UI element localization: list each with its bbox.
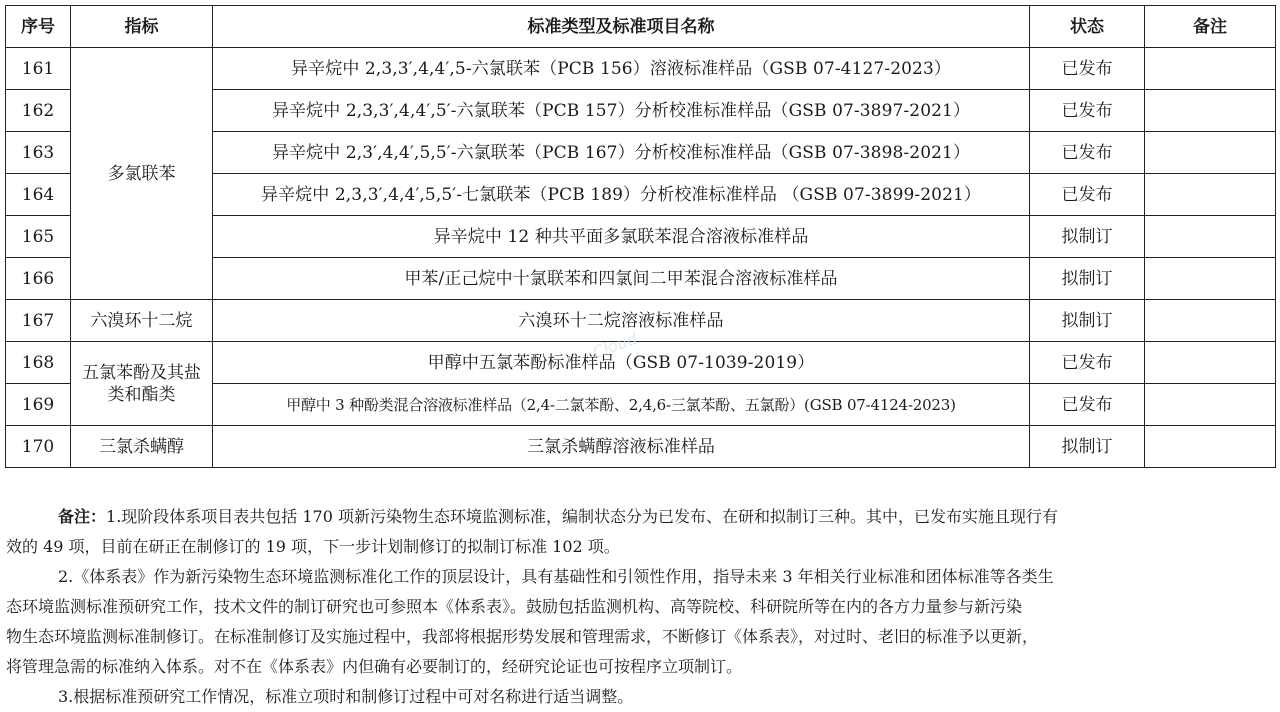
row-no: 162 <box>6 90 71 132</box>
row-remark <box>1145 258 1276 300</box>
note-1-line-2: 效的 49 项，目前在研正在制修订的 19 项，下一步计划制修订的拟制订标准 102 项。 <box>6 537 620 556</box>
note-2-line-1: 2.《体系表》作为新污染物生态环境监测标准化工作的顶层设计，具有基础性和引领性作用，指导未来 3 年相关行业标准和团体标准等各类生 <box>58 567 1054 586</box>
row-status: 已发布 <box>1030 48 1145 90</box>
row-status: 拟制订 <box>1030 426 1145 468</box>
row-standard-name: 异辛烷中 2,3,3′,4,4′,5,5′-七氯联苯（PCB 189）分析校准标准样品 （GSB 07-3899-2021） <box>213 174 1030 216</box>
row-standard-name: 异辛烷中 2,3,3′,4,4′,5-六氯联苯（PCB 156）溶液标准样品（GSB 07-4127-2023） <box>213 48 1030 90</box>
row-remark <box>1145 132 1276 174</box>
notes-label: 备注： <box>58 507 107 526</box>
row-status: 已发布 <box>1030 132 1145 174</box>
note-2-line-4: 将管理急需的标准纳入体系。对不在《体系表》内但确有必要制订的，经研究论证也可按程序立项制订。 <box>6 657 743 676</box>
header-remark: 备注 <box>1145 6 1276 48</box>
watermark: Cloud <box>590 328 640 363</box>
category-cell: 五氯苯酚及其盐类和酯类 <box>71 342 213 426</box>
row-standard-name: 异辛烷中 12 种共平面多氯联苯混合溶液标准样品 <box>213 216 1030 258</box>
row-remark <box>1145 426 1276 468</box>
row-status: 已发布 <box>1030 342 1145 384</box>
row-no: 168 <box>6 342 71 384</box>
row-remark <box>1145 48 1276 90</box>
row-no: 170 <box>6 426 71 468</box>
row-no: 161 <box>6 48 71 90</box>
note-1-line-1: 1.现阶段体系项目表共包括 170 项新污染物生态环境监测标准，编制状态分为已发布、在研和拟制订三种。其中，已发布实施且现行有 <box>106 507 1058 526</box>
row-remark <box>1145 384 1276 426</box>
row-no: 165 <box>6 216 71 258</box>
note-2-line-2: 态环境监测标准预研究工作，技术文件的制订研究也可参照本《体系表》。鼓励包括监测机构、高等院校、科研院所等在内的各方力量参与新污染 <box>6 597 1023 616</box>
row-status: 拟制订 <box>1030 258 1145 300</box>
row-status: 已发布 <box>1030 174 1145 216</box>
row-status: 拟制订 <box>1030 216 1145 258</box>
note-1 <box>32 502 1254 532</box>
row-standard-name: 三氯杀螨醇溶液标准样品 <box>213 426 1030 468</box>
row-no: 163 <box>6 132 71 174</box>
row-status: 已发布 <box>1030 384 1145 426</box>
header-no: 序号 <box>6 6 71 48</box>
row-standard-name: 异辛烷中 2,3′,4,4′,5,5′-六氯联苯（PCB 167）分析校准标准样品（GSB 07-3898-2021） <box>213 132 1030 174</box>
row-standard-name: 甲醇中 3 种酚类混合溶液标准样品（2,4-二氯苯酚、2,4,6-三氯苯酚、五氯酚）(GSB 07-4124-2023) <box>213 384 1030 426</box>
table-header-row <box>6 6 1276 48</box>
row-standard-name: 甲苯/正己烷中十氯联苯和四氯间二甲苯混合溶液标准样品 <box>213 258 1030 300</box>
row-standard-name: 甲醇中五氯苯酚标准样品（GSB 07-1039-2019） <box>213 342 1030 384</box>
row-remark <box>1145 216 1276 258</box>
table-row <box>6 426 1276 468</box>
category-cell: 多氯联苯 <box>71 48 213 300</box>
header-status: 状态 <box>1030 6 1145 48</box>
row-remark <box>1145 300 1276 342</box>
category-cell: 三氯杀螨醇 <box>71 426 213 468</box>
row-no: 166 <box>6 258 71 300</box>
row-standard-name: 六溴环十二烷溶液标准样品 <box>213 300 1030 342</box>
row-no: 164 <box>6 174 71 216</box>
header-indicator: 指标 <box>71 6 213 48</box>
table-row <box>6 48 1276 90</box>
note-2-line-3: 物生态环境监测标准制修订。在标准制修订及实施过程中，我部将根据形势发展和管理需求，不断修订《体系表》，对过时、老旧的标准予以更新， <box>6 627 1039 646</box>
row-remark <box>1145 90 1276 132</box>
row-no: 167 <box>6 300 71 342</box>
row-remark <box>1145 174 1276 216</box>
row-remark <box>1145 342 1276 384</box>
row-standard-name: 异辛烷中 2,3,3′,4,4′,5′-六氯联苯（PCB 157）分析校准标准样品（GSB 07-3897-2021） <box>213 90 1030 132</box>
notes-section <box>6 502 1254 712</box>
table-row <box>6 300 1276 342</box>
row-no: 169 <box>6 384 71 426</box>
table-row <box>6 342 1276 384</box>
category-cell: 六溴环十二烷 <box>71 300 213 342</box>
row-status: 拟制订 <box>1030 300 1145 342</box>
note-3: 3.根据标准预研究工作情况，标准立项时和制修订过程中可对名称进行适当调整。 <box>58 687 634 706</box>
standards-table <box>5 5 1276 468</box>
header-standard-name: 标准类型及标准项目名称 <box>213 6 1030 48</box>
row-status: 已发布 <box>1030 90 1145 132</box>
